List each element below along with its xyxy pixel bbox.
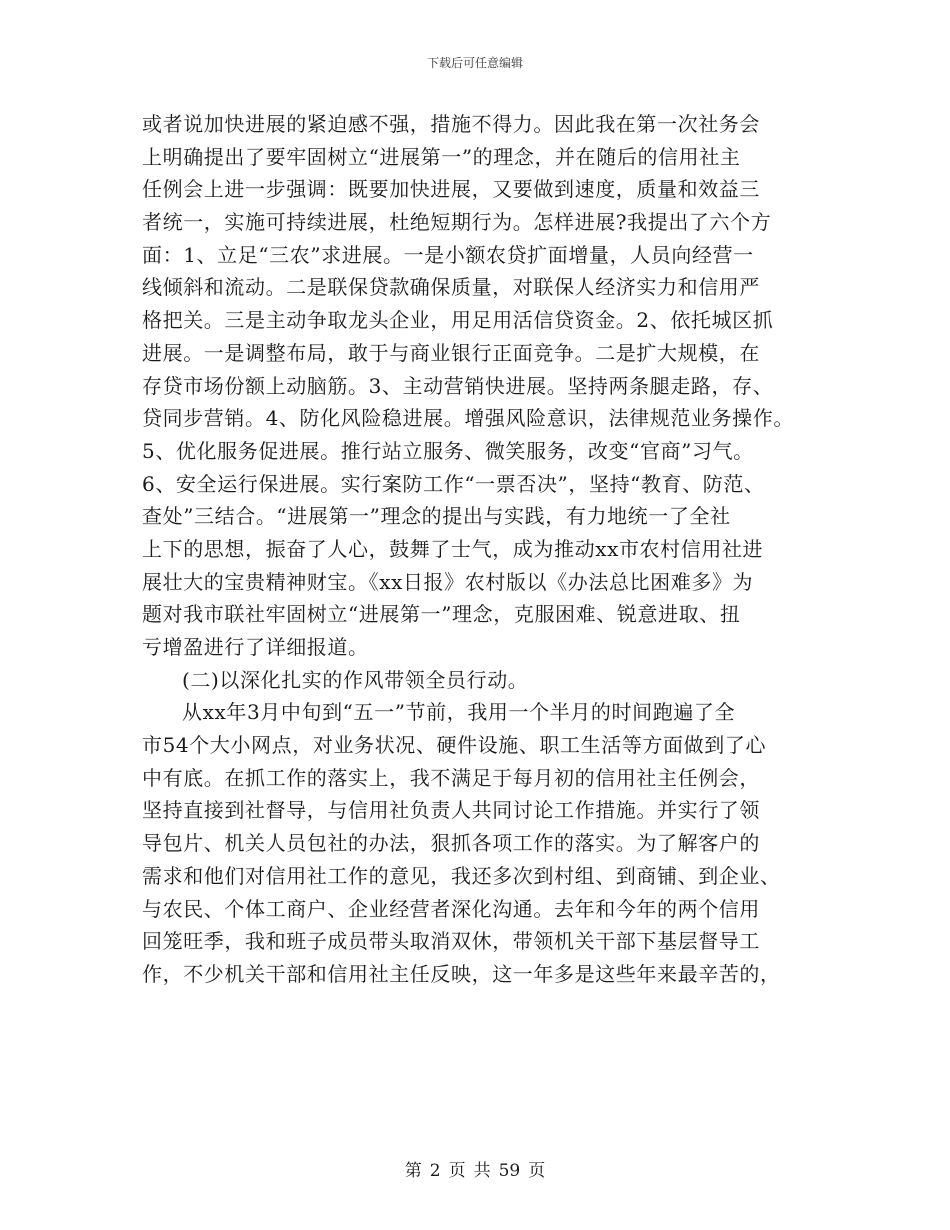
current-page-number: 2 — [429, 1161, 441, 1181]
text-line: 或者说加快进展的紧迫感不强，措施不得力。因此我在第一次社务会 — [142, 112, 760, 136]
page-footer — [0, 1156, 950, 1181]
text-line: 与农民、个体工商户、企业经营者深化沟通。去年和今年的两个信用 — [142, 896, 760, 921]
text-line: 中有底。在抓工作的落实上，我不满足于每月初的信用社主任例会， — [142, 765, 760, 790]
text-line: 线倾斜和流动。二是联保贷款确保质量，对联保人经济实力和信用严 — [142, 275, 760, 300]
text-line: 展壮大的宝贵精神财宝。《xx日报》农村版以《办法总比困难多》为 — [142, 569, 754, 594]
text-line: 任例会上进一步强调：既要加快进展，又要做到速度，质量和效益三 — [142, 177, 760, 202]
text-line: 格把关。三是主动争取龙头企业，用足用活信贷资金。2、依托城区抓 — [142, 308, 774, 333]
text-line: 进展。一是调整布局，敢于与商业银行正面竞争。二是扩大规模，在 — [142, 340, 760, 365]
paragraph-first-line: 从xx年3月中旬到“五一”节前，我用一个半月的时间跑遍了全 — [182, 700, 736, 725]
text-line: 作，不少机关干部和信用社主任反映，这一年多是这些年来最辛苦的， — [142, 961, 781, 986]
document-body — [142, 108, 832, 991]
text-line: 5、优化服务促进展。推行站立服务、微笑服务，改变“官商”习气。 — [142, 438, 754, 463]
footer-page-word: 页 — [448, 1161, 466, 1181]
page-header: 下载后可任意编辑 — [426, 56, 523, 70]
total-page-count: 59 — [498, 1161, 521, 1181]
text-line: 回笼旺季，我和班子成员带头取消双休，带领机关干部下基层督导工 — [142, 929, 760, 954]
text-line: 面：1、立足“三农”求进展。一是小额农贷扩面增量，人员向经营一 — [142, 242, 754, 267]
text-line: 者统一，实施可持续进展，杜绝短期行为。怎样进展?我提出了六个方 — [142, 210, 772, 235]
text-line: 上下的思想，振奋了人心，鼓舞了士气，成为推动xx市农村信用社进 — [142, 536, 764, 561]
text-line: 市54个大小网点，对业务状况、硬件设施、职工生活等方面做到了心 — [142, 733, 767, 758]
footer-suffix: 页 — [528, 1161, 546, 1181]
footer-prefix: 第 — [404, 1161, 422, 1181]
text-line: 上明确提出了要牢固树立“进展第一”的理念，并在随后的信用社主 — [142, 144, 741, 169]
text-line: 导包片、机关人员包社的办法，狠抓各项工作的落实。为了解客户的 — [142, 831, 760, 856]
text-line: 存贷市场份额上动脑筋。3、主动营销快进展。坚持两条腿走路，存、 — [142, 373, 774, 398]
text-line: 需求和他们对信用社工作的意见，我还多次到村组、到商铺、到企业、 — [142, 863, 781, 888]
text-line: 亏增盈进行了详细报道。 — [142, 635, 369, 659]
section-heading: (二)以深化扎实的作风带领全员行动。 — [182, 667, 529, 692]
text-line: 贷同步营销。4、防化风险稳进展。增强风险意识，法律规范业务操作。 — [142, 406, 794, 431]
text-line: 题对我市联社牢固树立“进展第一”理念，克服困难、锐意进取、扭 — [142, 602, 741, 627]
text-line: 6、安全运行保进展。实行案防工作“一票否决”，坚持“教育、防范、 — [142, 471, 765, 496]
text-line: 查处”三结合。“进展第一”理念的提出与实践，有力地统一了全社 — [142, 504, 731, 529]
footer-total-word: 共 — [473, 1161, 491, 1181]
text-line: 坚持直接到社督导，与信用社负责人共同讨论工作措施。并实行了领 — [142, 798, 760, 823]
